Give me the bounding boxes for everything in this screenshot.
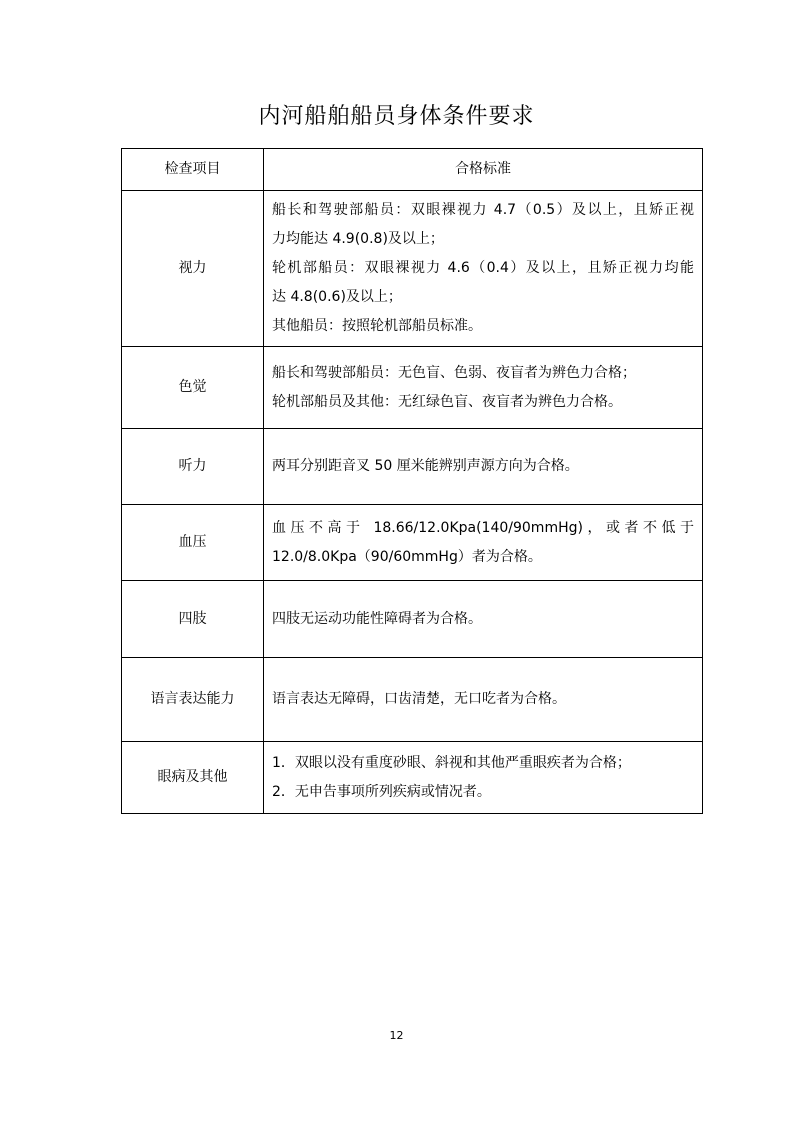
standard-line: 两耳分别距音叉 50 厘米能辨别声源方向为合格。 — [272, 458, 579, 474]
row-item-limbs: 四肢 — [122, 581, 264, 658]
standard-line: 血压不高于 18.66/12.0Kpa(140/90mmHg)，或者不低于 — [272, 519, 694, 536]
row-standard-color-vision — [264, 347, 703, 429]
row-standard-vision — [264, 191, 703, 347]
standard-line: 力均能达 4.9(0.8)及以上； — [272, 231, 444, 247]
standard-line: 轮机部船员：双眼裸视力 4.6（0.4）及以上，且矫正视力均能 — [272, 260, 694, 276]
row-standard-language — [264, 658, 703, 742]
requirements-table — [121, 148, 703, 814]
table-row — [122, 191, 703, 347]
table-row — [122, 742, 703, 814]
standard-line: 12.0/8.0Kpa（90/60mmHg）者为合格。 — [272, 548, 542, 565]
row-item-language: 语言表达能力 — [122, 658, 264, 742]
row-standard-blood-pressure — [264, 505, 703, 581]
standard-line: 达 4.8(0.6)及以上； — [272, 289, 402, 305]
standard-line: 1．双眼以没有重度砂眼、斜视和其他严重眼疾者为合格； — [272, 754, 631, 771]
row-item-color-vision: 色觉 — [122, 347, 264, 429]
standard-line: 轮机部船员及其他：无红绿色盲、夜盲者为辨色力合格。 — [272, 393, 622, 410]
table-row — [122, 429, 703, 505]
standard-line: 其他船员：按照轮机部船员标准。 — [272, 318, 482, 334]
row-item-vision: 视力 — [122, 191, 264, 347]
table-row — [122, 347, 703, 429]
row-standard-limbs — [264, 581, 703, 658]
table-header-row — [122, 149, 703, 191]
table-row — [122, 505, 703, 581]
standard-line: 语言表达无障碍，口齿清楚，无口吃者为合格。 — [272, 691, 566, 707]
table-row — [122, 581, 703, 658]
table-row — [122, 658, 703, 742]
standard-line: 四肢无运动功能性障碍者为合格。 — [272, 610, 482, 627]
header-item: 检查项目 — [122, 149, 264, 191]
standard-line: 船长和驾驶部船员：无色盲、色弱、夜盲者为辨色力合格； — [272, 364, 636, 381]
header-standard: 合格标准 — [264, 149, 703, 191]
row-item-hearing: 听力 — [122, 429, 264, 505]
row-item-blood-pressure: 血压 — [122, 505, 264, 581]
standard-line: 2．无申告事项所列疾病或情况者。 — [272, 783, 491, 800]
page-number: 12 — [389, 1029, 404, 1042]
row-standard-eye-disease — [264, 742, 703, 814]
row-item-eye-disease: 眼病及其他 — [122, 742, 264, 814]
standard-line: 船长和驾驶部船员：双眼裸视力 4.7（0.5）及以上，且矫正视 — [272, 202, 694, 218]
row-standard-hearing — [264, 429, 703, 505]
document-title: 内河船舶船员身体条件要求 — [258, 104, 535, 129]
